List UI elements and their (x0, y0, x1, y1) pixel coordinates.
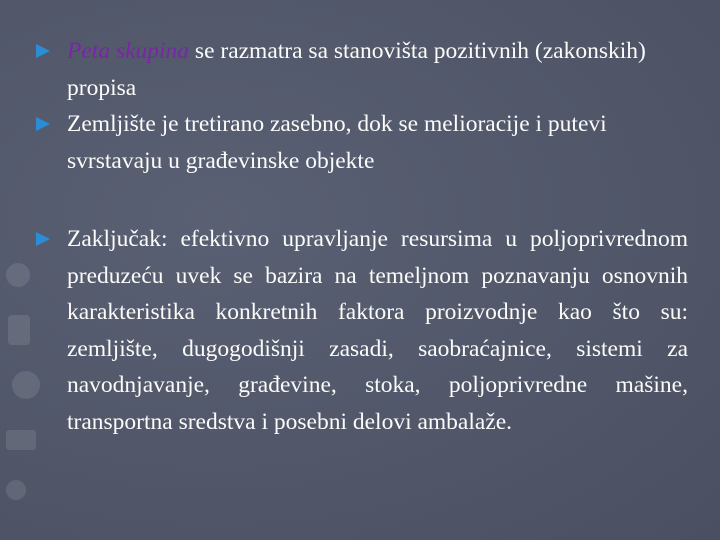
bullet-text (67, 33, 688, 106)
bullet-text-rest: se razmatra sa stanovišta pozitivnih (zakonskih) propisa (67, 38, 646, 101)
triangle-bullet-icon (36, 221, 56, 258)
bullet-item-1 (36, 33, 688, 106)
bullet-item-2 (36, 106, 688, 179)
triangle-bullet-icon (36, 106, 56, 143)
bullet-text: Zaključak: efektivno upravljanje resursima u poljoprivrednom preduzeću uvek se bazira na temeljnom poznavanju osnovnih karakteristika konkretnih faktora proizvodnje kao što su: zemljište, dugogodišnji zasadi, saobraćajnice, sistemi za navodnjavanje, građevine, stoka, poljoprivredne mašine, transportna sredstva i posebni delovi ambalaže. (67, 226, 688, 435)
triangle-bullet-icon (36, 33, 56, 70)
bullet-text: Zemljište je tretirano zasebno, dok se melioracije i putevi svrstavaju u građevinske objekte (67, 111, 607, 174)
highlighted-term: Peta skupina (67, 38, 190, 64)
bullet-item-3 (36, 221, 688, 440)
